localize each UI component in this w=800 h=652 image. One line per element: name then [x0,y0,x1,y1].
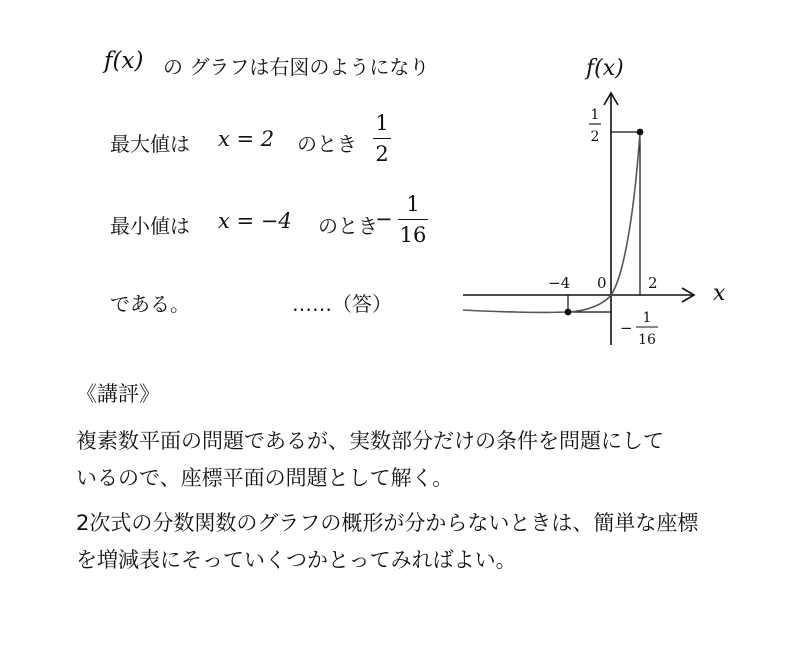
conclusion-text: である。 [110,292,190,316]
fx-label: f(x) [104,48,144,74]
max-when: のとき [297,132,357,156]
max-value-fraction [373,113,391,165]
review-line-4: を増減表にそっていくつかとってみればよい。 [76,548,517,572]
answer-mark: ……（答） [292,292,392,316]
fraction-bar [398,219,428,220]
max-point [637,129,644,136]
y-tick-bottom-sign: − [620,319,633,337]
y-tick-bottom-num: 1 [642,310,652,326]
x-axis-label: x [713,281,726,306]
fraction-bar [373,138,391,139]
min-expr-text: x = −4 [218,209,292,233]
x-tick-pos-label: 2 [648,274,658,292]
review-line-2: いるので、座標平面の問題として解く。 [76,466,454,490]
min-value-num: 1 [406,192,420,216]
x-tick-neg-label: −4 [548,274,571,292]
y-axis-label: f(x) [586,56,624,81]
min-sign: − [375,207,393,231]
review-line-1: 複素数平面の問題であるが、実数部分だけの条件を問題にして [76,429,664,453]
min-expr [218,209,292,233]
intro-text: の グラフは右図のようになり [163,55,430,79]
max-expr-text: x = 2 [218,127,275,151]
review-line-3: 2次式の分数関数のグラフの概形が分からないときは、簡単な座標 [76,511,699,535]
y-tick-bottom-den: 16 [638,332,656,348]
y-tick-top-num: 1 [590,107,600,123]
min-label: 最小値は [110,214,190,238]
max-label: 最大値は [110,132,190,156]
min-value-den: 16 [399,223,427,247]
min-point [565,309,572,316]
y-tick-top-den: 2 [590,129,600,145]
origin-label: 0 [597,274,607,292]
max-value-den: 2 [375,142,389,166]
max-expr [218,127,274,151]
function-graph [458,48,748,358]
min-when: のとき [318,214,378,238]
min-value-fraction [398,194,428,246]
max-value-num: 1 [375,111,389,135]
review-heading: 《講評》 [76,382,160,406]
